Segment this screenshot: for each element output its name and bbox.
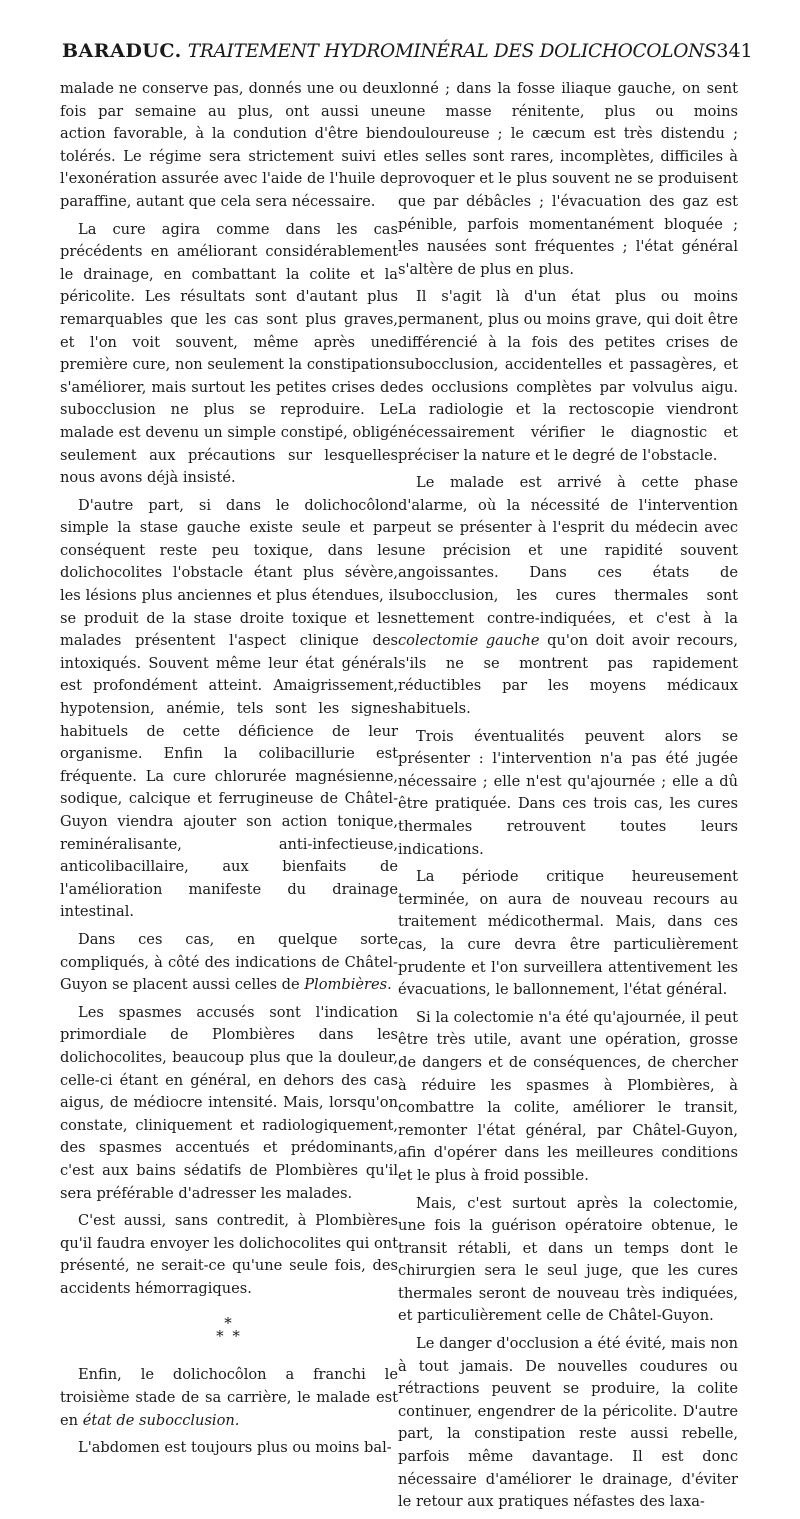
paragraph: L'abdomen est toujours plus ou moins bal-: [78, 1439, 392, 1457]
running-head: [62, 40, 753, 72]
paragraph: Trois éventualités peuvent alors se présenter : l'intervention n'a pas été jugée nécessaire ; elle n'est qu'ajournée ; elle a dû être pratiquée. Dans ces trois cas, les cures thermales retrouvent toutes leurs indications.: [398, 727, 738, 858]
italic-term: Plombières.: [304, 976, 392, 994]
paragraph: La période critique heureusement terminée, on aura de nouveau recours au traitement médicothermal. Mais, dans ces cas, la cure devra être particulièrement prudente et l'on surveillera attentivement les évacuations, le ballonnement, l'état général.: [398, 868, 738, 999]
paragraph: D'autre part, si dans le dolichocôlon simple la stase gauche existe seule et par conséquent reste peu toxique, dans les dolichocolites l'obstacle étant plus sévère, les lésions plus anciennes et plus étendues, il se produit de la stase droite toxique et les malades présentent l'aspect clinique des intoxiqués. Souvent même leur état général est profondément atteint. Amaigrissement, hypotension, anémie, tels sont les signes habituels de cette déficience de leur organisme. Enfin la colibacillurie est fréquente. La cure chlorurée magnésienne, sodique, calcique et ferrugineuse de Châtel-Guyon viendra ajouter son action tonique, reminéralisante, anti-infectieuse, anticolibacillaire, aux bienfaits de l'amélioration manifeste du drainage intestinal.: [60, 496, 398, 921]
paragraph: [398, 472, 738, 721]
paragraph: Il s'agit là d'un état plus ou moins permanent, plus ou moins grave, qui doit être différencié à la fois des petites crises de subocclusion, accidentelles et passagères, et des occlusions complètes par volvulus aigu. La radiologie et la rectoscopie viendront nécessairement vérifier le diagnostic et préciser la nature et le degré de l'obstacle.: [398, 288, 738, 464]
paragraph-text: Enfin, le dolichocôlon a franchi le troisième stade de sa carrière, le malade est en: [60, 1366, 398, 1429]
paragraph: Le danger d'occlusion a été évité, mais non à tout jamais. De nouvelles coudures ou rétractions peuvent se produire, la colite continuer, engendrer de la péricolite. D'autre part, la constipation reste aussi rebelle, parfois même davantage. Il est donc nécessaire d'améliorer le drainage, d'éviter le retour aux pratiques néfastes des laxa-: [398, 1335, 738, 1511]
header-author: BARADUC.: [62, 40, 182, 62]
paragraph: C'est aussi, sans contredit, à Plombières qu'il faudra envoyer les dolichocolites qui ont présenté, ne serait-ce qu'une seule fois, des accidents hémorragiques.: [60, 1212, 398, 1297]
italic-term: colectomie gauche: [398, 632, 540, 650]
paragraph-text: Le malade est arrivé à cette phase d'alarme, où la nécessité de l'intervention peut se présenter à l'esprit du médecin avec une précision et une rapidité souvent angoissantes. Dans ces états de subocclusion, les cures thermales sont nettement contre-indiquées, et c'est à la: [398, 474, 738, 627]
right-column: [398, 78, 738, 1519]
paragraph: [60, 929, 398, 997]
paragraph: La cure agira comme dans les cas précédents en améliorant considérablement le drainage, en combattant la colite et la péricolite. Les résultats sont d'autant plus remarquables que les cas sont plus graves, et l'on voit souvent, même après une première cure, non seulement la constipation s'améliorer, mais surtout les petites crises de subocclusion ne plus se reproduire. Le malade est devenu un simple constipé, obligé seulement aux précautions sur lesquelles nous avons déjà insisté.: [60, 220, 398, 487]
section-asterism: [60, 1314, 398, 1346]
paragraph: Si la colectomie n'a été qu'ajournée, il peut être très utile, avant une opération, grosse de dangers et de conséquences, de chercher à réduire les spasmes à Plombières, à combattre la colite, améliorer le transit, remonter l'état général, par Châtel-Guyon, afin d'opérer dans les meilleures conditions et le plus à froid possible.: [398, 1008, 738, 1184]
page-number: 341: [716, 40, 753, 62]
paragraph: malade ne conserve pas, donnés une ou deux fois par semaine au plus, ont aussi une action favorable, à la condution d'être bien tolérés. Le régime sera strictement suivi et l'exonération assurée avec l'aide de l'huile de paraffine, autant que cela sera nécessaire.: [60, 80, 398, 210]
paragraph: [60, 1364, 398, 1432]
asterism-top: *: [224, 1314, 234, 1333]
italic-term: état de subocclusion.: [82, 1411, 240, 1429]
paragraph: lonné ; dans la fosse iliaque gauche, on sent une masse rénitente, plus ou moins douloureuse ; le cæcum est très distendu ; les selles sont rares, incomplètes, difficiles à provoquer et le plus souvent ne se produisent que par débâcles ; l'évacuation des gaz est pénible, parfois momentanément bloquée ; les nausées sont fréquentes ; l'état général s'altère de plus en plus.: [398, 80, 738, 278]
paragraph-text: Dans ces cas, en quelque sorte compliqués, à côté des indications de Châtel-Guyon se placent aussi celles de: [60, 930, 398, 994]
left-column: [60, 78, 398, 1465]
paragraph: Mais, c'est surtout après la colectomie, une fois la guérison opératoire obtenue, le transit rétabli, et dans un temps dont le chirurgien sera le seul juge, que les cures thermales seront de nouveau très indiquées, et particulièrement celle de Châtel-Guyon.: [398, 1194, 738, 1325]
header-title: TRAITEMENT HYDROMINÉRAL DES DOLICHOCOLONS: [187, 41, 717, 62]
paragraph: Les spasmes accusés sont l'indication primordiale de Plombières dans les dolichocolites, beaucoup plus que la douleur, celle-ci étant en général, en dehors des cas aigus, de médiocre intensité. Mais, lorsqu'on constate, cliniquement et radiologiquement, des spasmes accentués et prédominants, c'est aux bains sédatifs de Plombières qu'il sera préférable d'adresser les malades.: [60, 1003, 398, 1202]
asterism-bottom: * *: [216, 1327, 242, 1346]
paragraph-text: qu'on doit avoir recours, s'ils ne se montrent pas rapidement réductibles par les moyens médicaux habituels.: [398, 632, 738, 718]
